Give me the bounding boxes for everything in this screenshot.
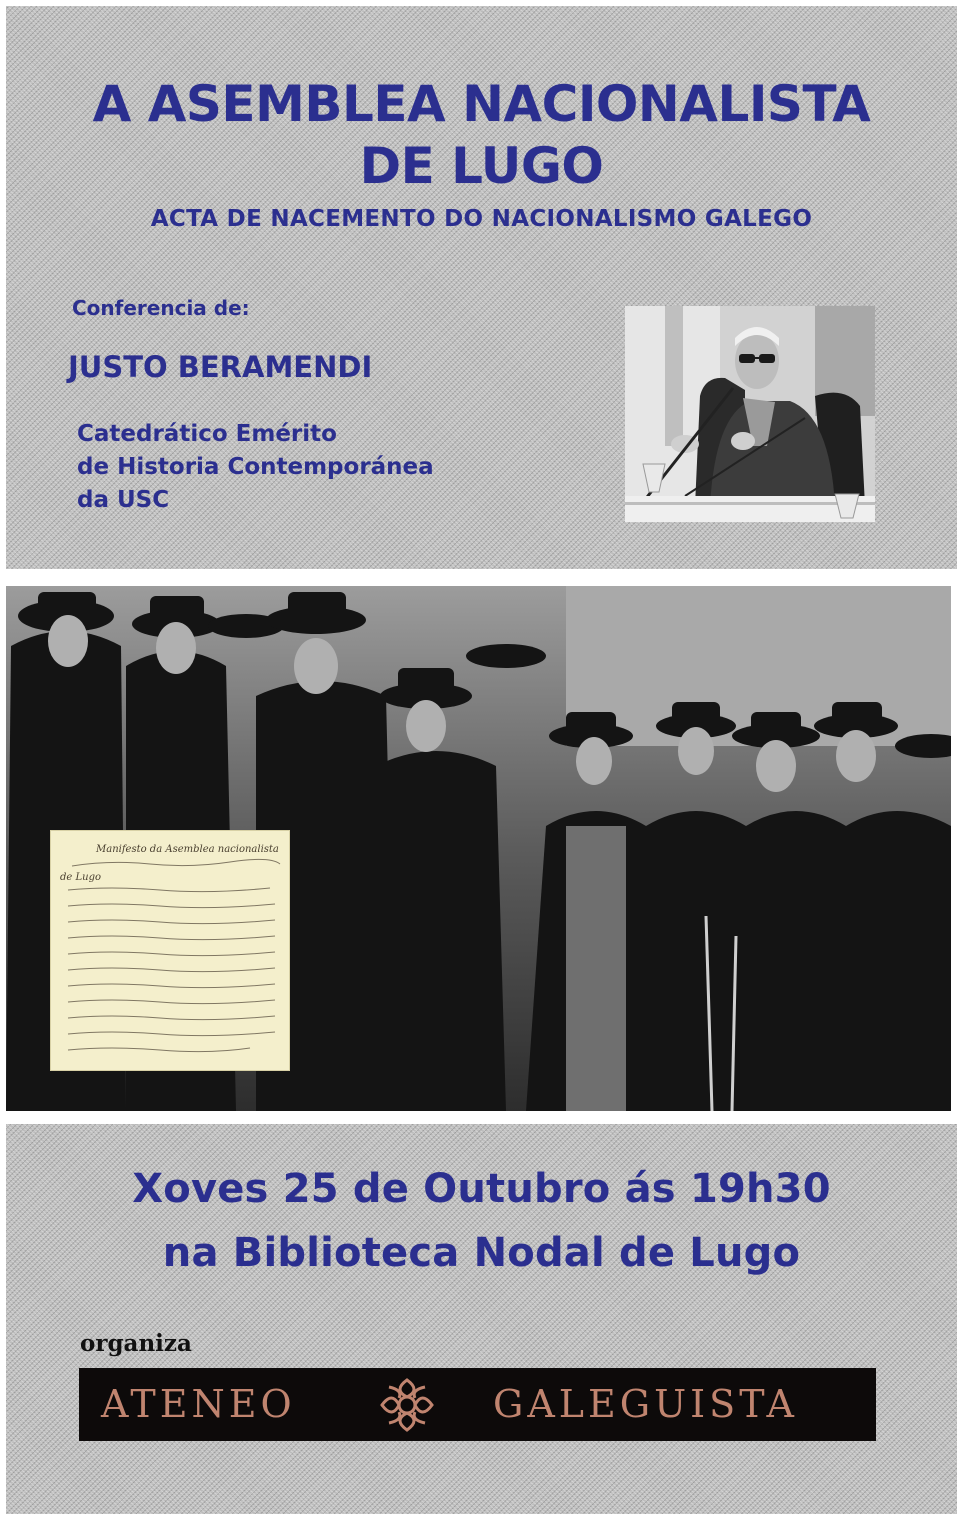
event-date: Xoves 25 de Outubro ás 19h30 <box>132 1166 831 1212</box>
manifesto-heading: Manifesto da Asemblea nacionalista <box>96 844 279 855</box>
speaker-role-line2: de Historia Contemporánea <box>77 454 434 480</box>
event-panel <box>6 1124 957 1514</box>
logo-word-left: ATENEO <box>101 1382 296 1426</box>
main-title-line2: DE LUGO <box>359 137 604 195</box>
speaker-name: JUSTO BERAMENDI <box>68 350 373 384</box>
speaker-role <box>77 418 434 517</box>
conference-intro: Conferencia de: <box>72 296 250 320</box>
speaker-photo <box>625 306 875 522</box>
subtitle: ACTA DE NACEMENTO DO NACIONALISMO GALEGO <box>150 206 813 232</box>
speaker-role-line3: da USC <box>77 487 170 513</box>
manifesto-handwriting <box>50 830 290 1071</box>
celtic-knot-icon <box>377 1376 437 1434</box>
manifesto-document <box>50 830 290 1071</box>
organizer-label: organiza <box>80 1330 192 1357</box>
ateneo-galeguista-logo <box>79 1368 876 1441</box>
speaker-role-line1: Catedrático Emérito <box>77 421 337 447</box>
logo-word-right: GALEGUISTA <box>493 1382 798 1426</box>
manifesto-city: de Lugo <box>60 872 102 883</box>
main-title-line1: A ASEMBLEA NACIONALISTA <box>92 75 871 133</box>
speaker-photo-art <box>625 306 875 522</box>
historical-group-photo <box>6 586 951 1111</box>
event-venue: na Biblioteca Nodal de Lugo <box>162 1230 801 1276</box>
header-panel <box>6 6 957 569</box>
